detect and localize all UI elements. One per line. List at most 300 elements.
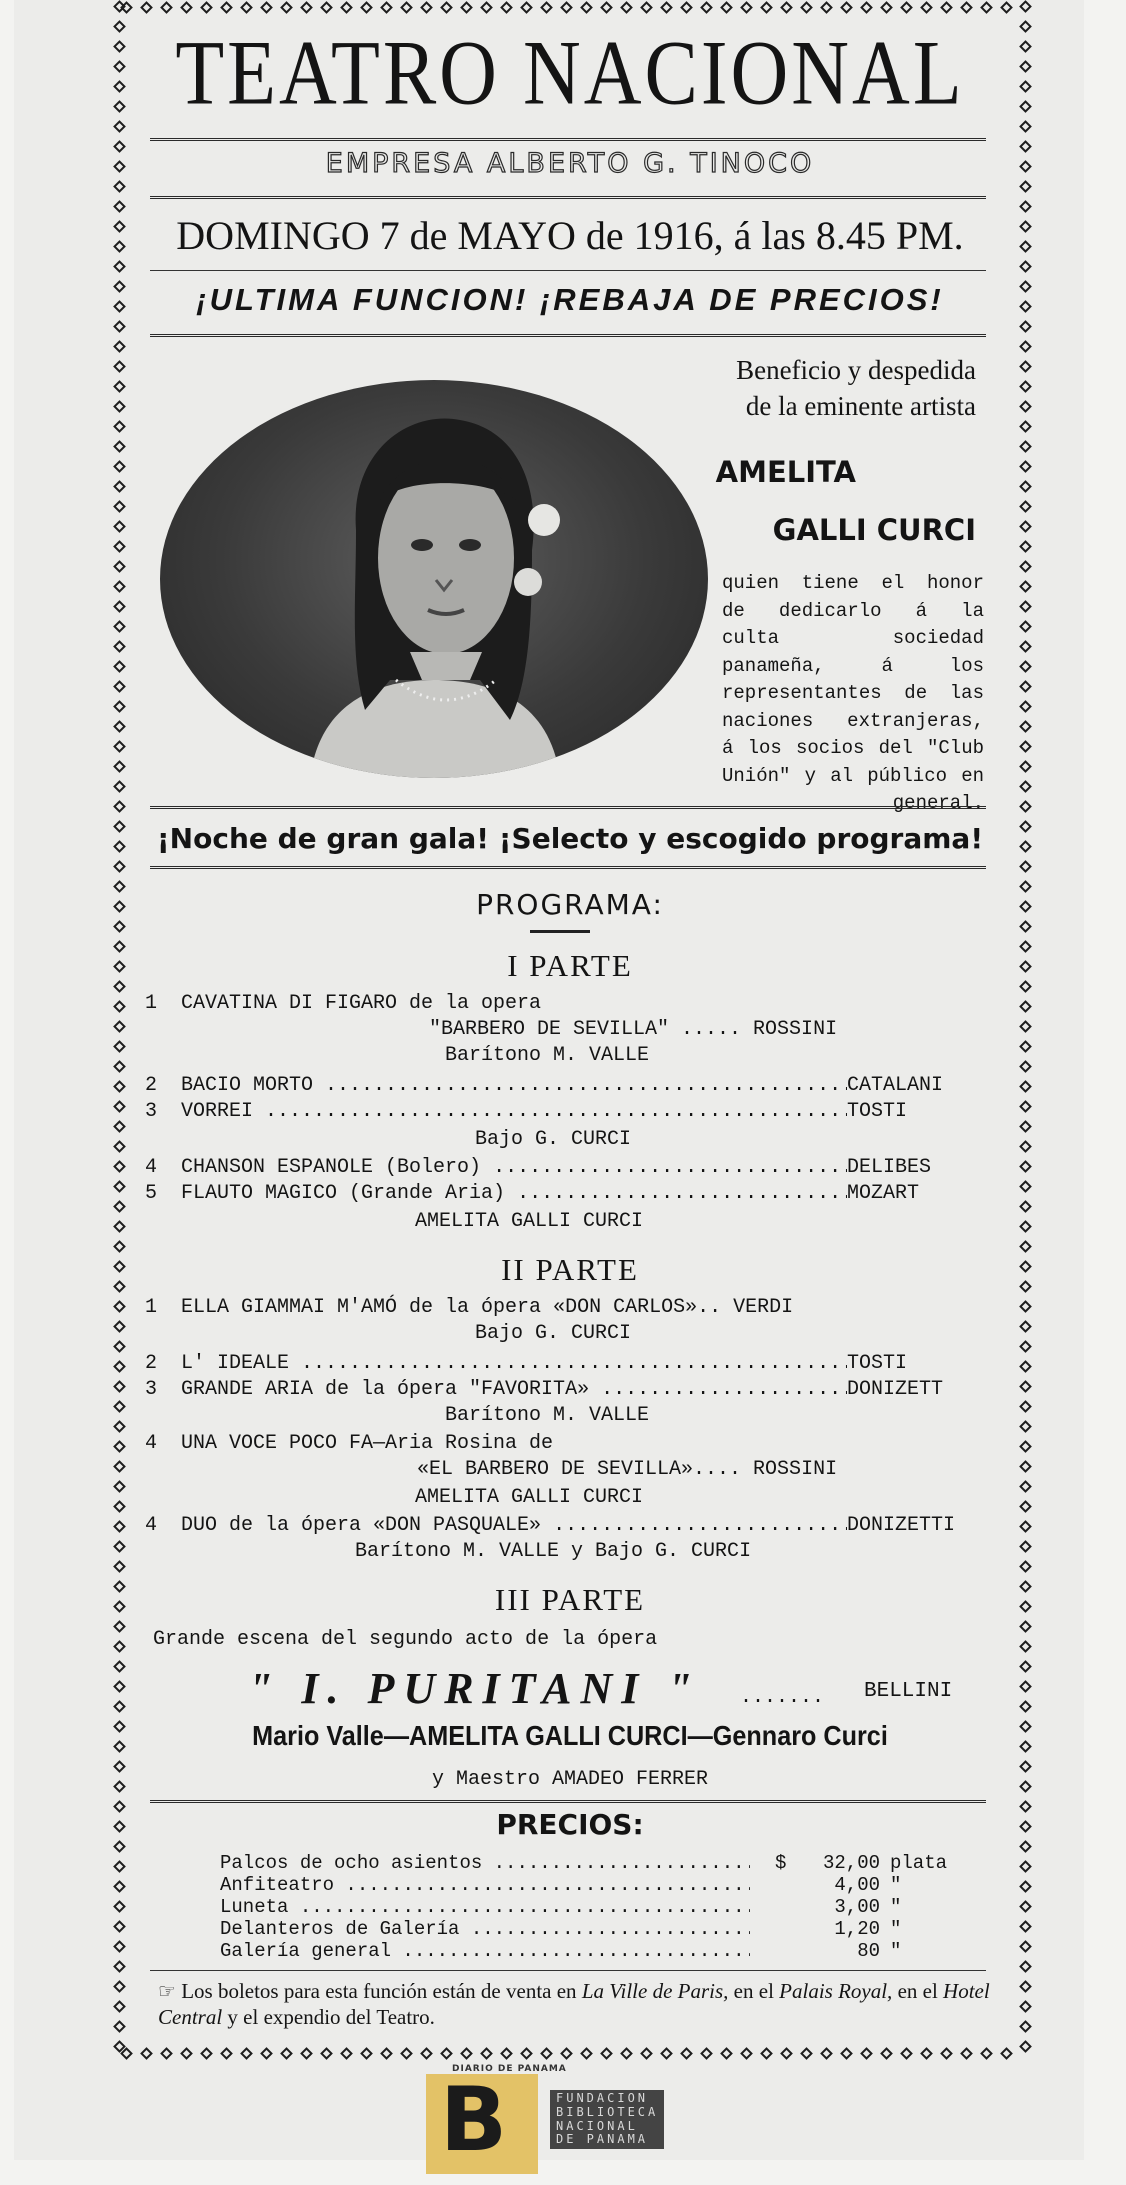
library-stamp <box>426 2064 698 2174</box>
border-diamond <box>113 900 126 913</box>
border-diamond <box>113 1100 126 1113</box>
border-diamond <box>1019 200 1032 213</box>
border-diamond <box>440 1 453 14</box>
border-diamond <box>113 1740 126 1753</box>
border-diamond <box>1019 1640 1032 1653</box>
border-diamond <box>113 860 126 873</box>
border-diamond <box>1019 600 1032 613</box>
border-diamond <box>1019 1900 1032 1913</box>
border-diamond <box>113 280 126 293</box>
border-diamond <box>1019 1380 1032 1393</box>
border-diamond <box>1019 2040 1032 2053</box>
benefit-line-2: de la eminente artista <box>745 391 976 422</box>
border-diamond <box>1019 300 1032 313</box>
program-item-sub: "BARBERO DE SEVILLA" ..... ROSSINI <box>429 1018 838 1041</box>
program-item: 3 GRANDE ARIA de la ópera "FAVORITA» ..... DONIZETT <box>145 1378 995 1406</box>
border-diamond <box>1019 960 1032 973</box>
border-diamond <box>380 1 393 14</box>
border-diamond <box>1019 1560 1032 1573</box>
border-diamond <box>1019 160 1032 173</box>
border-diamond <box>113 1400 126 1413</box>
border-diamond <box>113 1820 126 1833</box>
border-diamond <box>820 1 833 14</box>
performer-line: Barítono M. VALLE <box>445 1404 650 1427</box>
border-diamond <box>1019 1300 1032 1313</box>
border-diamond <box>1019 1260 1032 1273</box>
border-diamond <box>860 1 873 14</box>
border-diamond <box>660 1 673 14</box>
gala-line: ¡Noche de gran gala! ¡Selecto y escogido programa! <box>156 822 984 855</box>
border-diamond <box>440 2047 453 2060</box>
border-diamond <box>113 100 126 113</box>
border-diamond <box>1019 480 1032 493</box>
border-top <box>120 0 1028 16</box>
border-diamond <box>720 1 733 14</box>
border-diamond <box>1019 500 1032 513</box>
border-diamond <box>113 1260 126 1273</box>
border-diamond <box>1019 680 1032 693</box>
performer-line: Bajo G. CURCI <box>475 1322 632 1345</box>
border-diamond <box>140 2047 153 2060</box>
border-diamond <box>113 640 126 653</box>
border-diamond <box>1019 100 1032 113</box>
cast-line: Mario Valle—AMELITA GALLI CURCI—Gennaro Curci <box>252 1720 888 1751</box>
border-diamond <box>113 1920 126 1933</box>
border-bottom <box>120 2046 1028 2062</box>
opera-composer: BELLINI <box>864 1680 953 1703</box>
border-diamond <box>200 1 213 14</box>
border-diamond <box>260 1 273 14</box>
border-diamond <box>1019 20 1032 33</box>
border-diamond <box>840 2047 853 2060</box>
border-diamond <box>113 40 126 53</box>
border-diamond <box>113 120 126 133</box>
opera-title: " I. PURITANI " <box>248 1664 701 1713</box>
border-diamond <box>1019 1140 1032 1153</box>
border-diamond <box>113 1220 126 1233</box>
border-left <box>112 0 128 2060</box>
border-diamond <box>540 1 553 14</box>
border-diamond <box>420 1 433 14</box>
border-diamond <box>113 240 126 253</box>
pointing-hand-icon: ☞ <box>158 1979 176 2003</box>
border-diamond <box>160 2047 173 2060</box>
border-diamond <box>113 1840 126 1853</box>
border-right <box>1018 0 1034 2060</box>
performer-line: AMELITA GALLI CURCI <box>415 1486 644 1509</box>
border-diamond <box>113 1940 126 1953</box>
border-diamond <box>113 1000 126 1013</box>
performer-line: AMELITA GALLI CURCI <box>415 1210 644 1233</box>
border-diamond <box>113 1700 126 1713</box>
border-diamond <box>520 1 533 14</box>
border-diamond <box>940 2047 953 2060</box>
border-diamond <box>560 1 573 14</box>
border-diamond <box>113 2020 126 2033</box>
border-diamond <box>700 2047 713 2060</box>
border-diamond <box>1019 1340 1032 1353</box>
border-diamond <box>1019 2020 1032 2033</box>
border-diamond <box>113 520 126 533</box>
border-diamond <box>1019 120 1032 133</box>
border-diamond <box>113 80 126 93</box>
border-diamond <box>113 1040 126 1053</box>
border-diamond <box>1019 1220 1032 1233</box>
border-diamond <box>1019 40 1032 53</box>
border-diamond <box>1019 900 1032 913</box>
border-diamond <box>1019 440 1032 453</box>
border-diamond <box>113 440 126 453</box>
border-diamond <box>180 2047 193 2060</box>
border-diamond <box>113 1660 126 1673</box>
border-diamond <box>113 780 126 793</box>
border-diamond <box>1019 1100 1032 1113</box>
border-diamond <box>1019 1180 1032 1193</box>
border-diamond <box>1019 1500 1032 1513</box>
company-line: EMPRESA ALBERTO G. TINOCO <box>325 148 815 179</box>
border-diamond <box>1019 1660 1032 1673</box>
border-diamond <box>300 1 313 14</box>
border-diamond <box>113 1300 126 1313</box>
price-row: Palcos de ocho asientos ..... $ 32,00 plata <box>220 1852 960 1875</box>
border-diamond <box>113 1520 126 1533</box>
border-diamond <box>113 360 126 373</box>
border-diamond <box>720 2047 733 2060</box>
border-diamond <box>1019 940 1032 953</box>
divider <box>150 806 986 809</box>
border-diamond <box>140 1 153 14</box>
border-diamond <box>240 1 253 14</box>
part-3-title: III PARTE <box>494 1582 646 1617</box>
border-diamond <box>113 0 126 13</box>
stamp-caption: DIARIO DE PANAMA <box>452 2064 567 2074</box>
performer-line: Bajo G. CURCI <box>475 1128 632 1151</box>
border-diamond <box>1019 140 1032 153</box>
border-diamond <box>113 1880 126 1893</box>
border-diamond <box>760 1 773 14</box>
border-diamond <box>1019 1040 1032 1053</box>
border-diamond <box>1019 860 1032 873</box>
border-diamond <box>920 1 933 14</box>
border-diamond <box>1019 1740 1032 1753</box>
border-diamond <box>113 1420 126 1433</box>
border-diamond <box>113 620 126 633</box>
border-diamond <box>780 1 793 14</box>
border-diamond <box>1019 1860 1032 1873</box>
program-item: 4 UNA VOCE POCO FA—Aria Rosina de <box>145 1432 554 1455</box>
border-diamond <box>740 1 753 14</box>
border-diamond <box>1019 1200 1032 1213</box>
border-diamond <box>420 2047 433 2060</box>
border-diamond <box>700 1 713 14</box>
border-diamond <box>620 1 633 14</box>
performer-line: Barítono M. VALLE <box>445 1044 650 1067</box>
border-diamond <box>740 2047 753 2060</box>
divider <box>150 270 986 271</box>
border-diamond <box>1019 460 1032 473</box>
border-diamond <box>113 1980 126 1993</box>
border-diamond <box>113 340 126 353</box>
border-diamond <box>113 20 126 33</box>
border-diamond <box>113 800 126 813</box>
border-diamond <box>1019 1820 1032 1833</box>
border-diamond <box>580 1 593 14</box>
border-diamond <box>1019 0 1032 13</box>
maestro-line: y Maestro AMADEO FERRER <box>431 1768 709 1791</box>
border-diamond <box>1019 1540 1032 1553</box>
border-diamond <box>580 2047 593 2060</box>
border-diamond <box>113 960 126 973</box>
border-diamond <box>1019 1780 1032 1793</box>
border-diamond <box>960 1 973 14</box>
border-diamond <box>1019 1000 1032 1013</box>
border-diamond <box>113 1280 126 1293</box>
price-row: Anfiteatro ..... 4,00 " <box>220 1874 960 1897</box>
border-diamond <box>660 2047 673 2060</box>
border-diamond <box>620 2047 633 2060</box>
border-diamond <box>1019 760 1032 773</box>
border-diamond <box>680 2047 693 2060</box>
border-diamond <box>1019 1060 1032 1073</box>
border-diamond <box>113 1380 126 1393</box>
border-diamond <box>113 1960 126 1973</box>
border-diamond <box>113 1080 126 1093</box>
library-logo-letter: B <box>440 2068 508 2171</box>
border-diamond <box>1019 620 1032 633</box>
border-diamond <box>1019 1020 1032 1033</box>
border-diamond <box>113 840 126 853</box>
border-diamond <box>1019 560 1032 573</box>
price-row: Luneta ..... 3,00 " <box>220 1896 960 1919</box>
border-diamond <box>1019 580 1032 593</box>
border-diamond <box>113 1640 126 1653</box>
border-diamond <box>1019 1620 1032 1633</box>
border-diamond <box>1019 1520 1032 1533</box>
border-diamond <box>113 500 126 513</box>
border-diamond <box>400 1 413 14</box>
border-diamond <box>500 2047 513 2060</box>
border-diamond <box>940 1 953 14</box>
border-diamond <box>320 2047 333 2060</box>
border-diamond <box>900 2047 913 2060</box>
border-diamond <box>113 460 126 473</box>
border-diamond <box>1019 800 1032 813</box>
border-diamond <box>1019 60 1032 73</box>
border-diamond <box>800 1 813 14</box>
border-diamond <box>460 2047 473 2060</box>
border-diamond <box>800 2047 813 2060</box>
border-diamond <box>1019 2000 1032 2013</box>
border-diamond <box>1019 1320 1032 1333</box>
library-name: FUNDACION BIBLIOTECA NACIONAL DE PANAMA <box>550 2090 664 2149</box>
border-diamond <box>1000 1 1013 14</box>
border-diamond <box>113 60 126 73</box>
theater-title: TEATRO NACIONAL <box>175 23 965 125</box>
border-diamond <box>1019 740 1032 753</box>
border-diamond <box>1019 720 1032 733</box>
border-diamond <box>113 2000 126 2013</box>
border-diamond <box>1019 1120 1032 1133</box>
border-diamond <box>1019 280 1032 293</box>
border-diamond <box>113 580 126 593</box>
border-diamond <box>1000 2047 1013 2060</box>
program-item: 1 CAVATINA DI FIGARO de la opera <box>145 992 542 1015</box>
border-diamond <box>113 1620 126 1633</box>
border-diamond <box>113 380 126 393</box>
border-diamond <box>113 1200 126 1213</box>
border-diamond <box>113 1160 126 1173</box>
price-row: Delanteros de Galería ..... 1,20 " <box>220 1918 960 1941</box>
benefit-line-1: Beneficio y despedida <box>736 355 976 385</box>
border-diamond <box>1019 540 1032 553</box>
border-diamond <box>260 2047 273 2060</box>
border-diamond <box>113 1780 126 1793</box>
program-item: 2 L' IDEALE ..... TOSTI <box>145 1352 995 1380</box>
border-diamond <box>480 1 493 14</box>
border-diamond <box>200 2047 213 2060</box>
border-diamond <box>360 2047 373 2060</box>
part-1-title: I PARTE <box>507 948 633 983</box>
benefit-text <box>736 352 976 425</box>
border-diamond <box>1019 1700 1032 1713</box>
border-diamond <box>1019 1960 1032 1973</box>
border-diamond <box>113 1560 126 1573</box>
ticket-note: ☞ Los boletos para esta función están de venta en La Ville de Paris, en el Palais Royal, en el Hotel Central y el expendio del Teatro. <box>158 1979 990 2030</box>
border-diamond <box>113 1340 126 1353</box>
border-diamond <box>113 1800 126 1813</box>
border-diamond <box>220 1 233 14</box>
divider <box>150 334 986 337</box>
border-diamond <box>1019 180 1032 193</box>
border-diamond <box>113 660 126 673</box>
border-diamond <box>1019 980 1032 993</box>
border-diamond <box>113 160 126 173</box>
border-diamond <box>820 2047 833 2060</box>
border-diamond <box>113 920 126 933</box>
border-diamond <box>113 600 126 613</box>
border-diamond <box>1019 260 1032 273</box>
divider <box>150 138 986 141</box>
portrait-photo <box>160 380 708 778</box>
border-diamond <box>460 1 473 14</box>
program-item: 5 FLAUTO MAGICO (Grande Aria) ..... MOZART <box>145 1182 995 1210</box>
border-diamond <box>113 420 126 433</box>
border-diamond <box>113 820 126 833</box>
border-diamond <box>220 2047 233 2060</box>
border-diamond <box>1019 240 1032 253</box>
program-item: 3 VORREI ..... TOSTI <box>145 1100 995 1128</box>
border-diamond <box>113 300 126 313</box>
border-diamond <box>1019 420 1032 433</box>
prices-heading: PRECIOS: <box>496 1808 644 1841</box>
border-diamond <box>113 260 126 273</box>
border-diamond <box>340 1 353 14</box>
border-diamond <box>113 1680 126 1693</box>
border-diamond <box>880 2047 893 2060</box>
border-diamond <box>760 2047 773 2060</box>
border-diamond <box>360 1 373 14</box>
border-diamond <box>840 1 853 14</box>
border-diamond <box>1019 880 1032 893</box>
border-diamond <box>1019 360 1032 373</box>
border-diamond <box>1019 320 1032 333</box>
border-diamond <box>113 880 126 893</box>
border-diamond <box>113 1760 126 1773</box>
border-diamond <box>1019 220 1032 233</box>
border-diamond <box>600 2047 613 2060</box>
border-diamond <box>480 2047 493 2060</box>
border-diamond <box>1019 1480 1032 1493</box>
border-diamond <box>1019 1980 1032 1993</box>
border-diamond <box>113 700 126 713</box>
border-diamond <box>113 760 126 773</box>
border-diamond <box>640 1 653 14</box>
program-item: 2 BACIO MORTO ..... CATALANI <box>145 1074 995 1102</box>
border-diamond <box>113 180 126 193</box>
border-diamond <box>680 1 693 14</box>
border-diamond <box>160 1 173 14</box>
border-diamond <box>113 1720 126 1733</box>
border-diamond <box>1019 1880 1032 1893</box>
divider <box>150 866 986 869</box>
border-diamond <box>113 1600 126 1613</box>
portrait-figure <box>160 380 708 778</box>
border-diamond <box>280 2047 293 2060</box>
border-diamond <box>1019 1080 1032 1093</box>
price-row: Galería general ..... 80 " <box>220 1940 960 1963</box>
border-diamond <box>113 480 126 493</box>
border-diamond <box>1019 1400 1032 1413</box>
border-diamond <box>113 1580 126 1593</box>
border-diamond <box>113 1120 126 1133</box>
border-diamond <box>240 2047 253 2060</box>
border-diamond <box>1019 1580 1032 1593</box>
border-diamond <box>540 2047 553 2060</box>
border-diamond <box>113 720 126 733</box>
border-diamond <box>1019 1360 1032 1373</box>
border-diamond <box>113 200 126 213</box>
border-diamond <box>1019 1600 1032 1613</box>
border-diamond <box>113 1460 126 1473</box>
programa-heading: PROGRAMA: <box>476 888 664 921</box>
border-diamond <box>113 940 126 953</box>
artist-last-name: GALLI CURCI <box>772 513 976 547</box>
border-diamond <box>1019 1800 1032 1813</box>
divider <box>150 1800 986 1803</box>
artist-first-name: AMELITA <box>715 455 856 489</box>
border-diamond <box>920 2047 933 2060</box>
program-item-sub: «EL BARBERO DE SEVILLA».... ROSSINI <box>417 1458 838 1481</box>
border-diamond <box>113 1900 126 1913</box>
border-diamond <box>1019 1240 1032 1253</box>
border-diamond <box>1019 1680 1032 1693</box>
border-diamond <box>1019 1840 1032 1853</box>
border-diamond <box>320 1 333 14</box>
border-diamond <box>113 540 126 553</box>
border-diamond <box>860 2047 873 2060</box>
border-diamond <box>900 1 913 14</box>
border-diamond <box>1019 660 1032 673</box>
border-diamond <box>113 1060 126 1073</box>
border-diamond <box>600 1 613 14</box>
border-diamond <box>1019 1440 1032 1453</box>
border-diamond <box>280 1 293 14</box>
border-diamond <box>1019 700 1032 713</box>
border-diamond <box>113 980 126 993</box>
border-diamond <box>113 140 126 153</box>
border-diamond <box>113 680 126 693</box>
border-diamond <box>1019 80 1032 93</box>
